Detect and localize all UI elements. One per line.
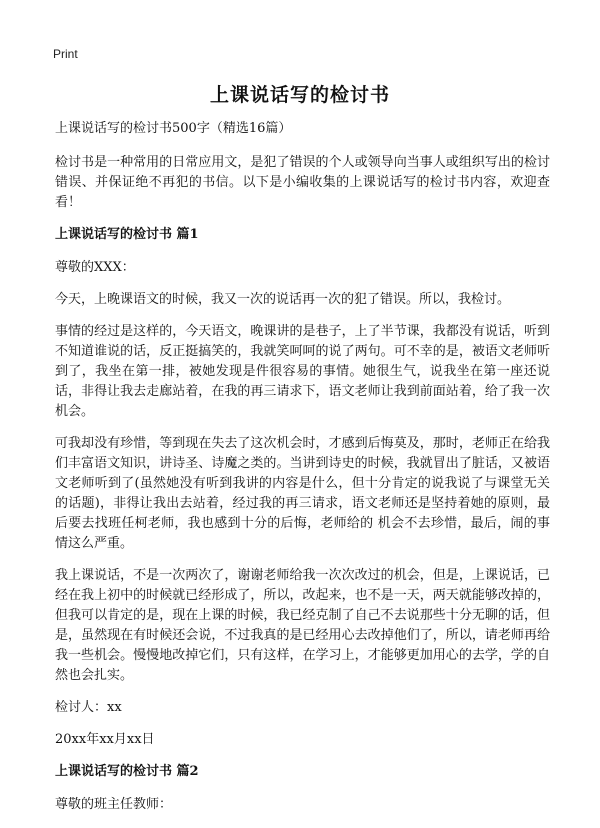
intro-paragraph: 检讨书是一种常用的日常应用文，是犯了错误的个人或领导向当事人或组织写出的检讨错误、并保证绝不再犯的书信。以下是小编收集的上课说话写的检讨书内容，欢迎查看！ <box>55 155 550 210</box>
signature-line: 检讨人：xx <box>55 700 122 715</box>
document-subtitle: 上课说话写的检讨书500字（精选16篇） <box>55 121 292 136</box>
body-paragraph: 事情的经过是这样的，今天语文，晚课讲的是巷子，上了半节课，我都没有说话，听到不知道谁说的话，反正挺搞笑的，我就笑呵呵的说了两句。可不幸的是，被语文老师听到了，我坐在第一排，被她发现是件很容易的事情。她很生气，说我坐在第一座还说话，非得让我去走廊站着，在我的再三请求下，语文老师让我到前面站着，给了我一次机会。 <box>55 324 550 419</box>
body-paragraph: 我上课说话，不是一次两次了，谢谢老师给我一次次改过的机会，但是，上课说话，已经在我上初中的时候就已经形成了，所以，改起来，也不是一天，两天就能够改掉的，但我可以肯定的是，现在上课的时候，我已经克制了自己不去说那些十分无聊的话，但是，虽然现在有时候还会说，不过我真的是已经用心去改掉他们了，所以，请老师再给我一些机会。慢慢地改掉它们，只有这样，在学习上，才能够更加用心的去学，学的自然也会扎实。 <box>55 568 550 683</box>
date-line: 20xx年xx月xx日 <box>55 732 155 747</box>
section-heading: 上课说话写的检讨书 篇2 <box>55 764 199 779</box>
section-heading: 上课说话写的检讨书 篇1 <box>55 227 199 242</box>
document-body <box>55 119 550 827</box>
salutation: 尊敬的班主任教师： <box>55 797 173 812</box>
body-paragraph: 可我却没有珍惜，等到现在失去了这次机会时，才感到后悔莫及，那时，老师正在给我们丰富语文知识，讲诗圣、诗魔之类的。当讲到诗史的时候，我就冒出了脏话，又被语文老师听到了(虽然她没有听到我讲的内容是什么，但十分肯定的说我说了与课堂无关的话题)，非得让我出去站着，经过我的再三请求，语文老师还是坚持着她的原则，最后要去找班任柯老师，我也感到十分的后悔，老师给的 机会不去珍惜，最后，闹的事情这么严重。 <box>55 436 550 551</box>
body-paragraph: 今天，上晚课语文的时候，我又一次的说话再一次的犯了错误。所以，我检讨。 <box>55 292 511 307</box>
salutation: 尊敬的XXX： <box>55 260 135 275</box>
document-title: 上课说话写的检讨书 <box>209 84 390 106</box>
print-link[interactable]: Print <box>53 47 78 61</box>
